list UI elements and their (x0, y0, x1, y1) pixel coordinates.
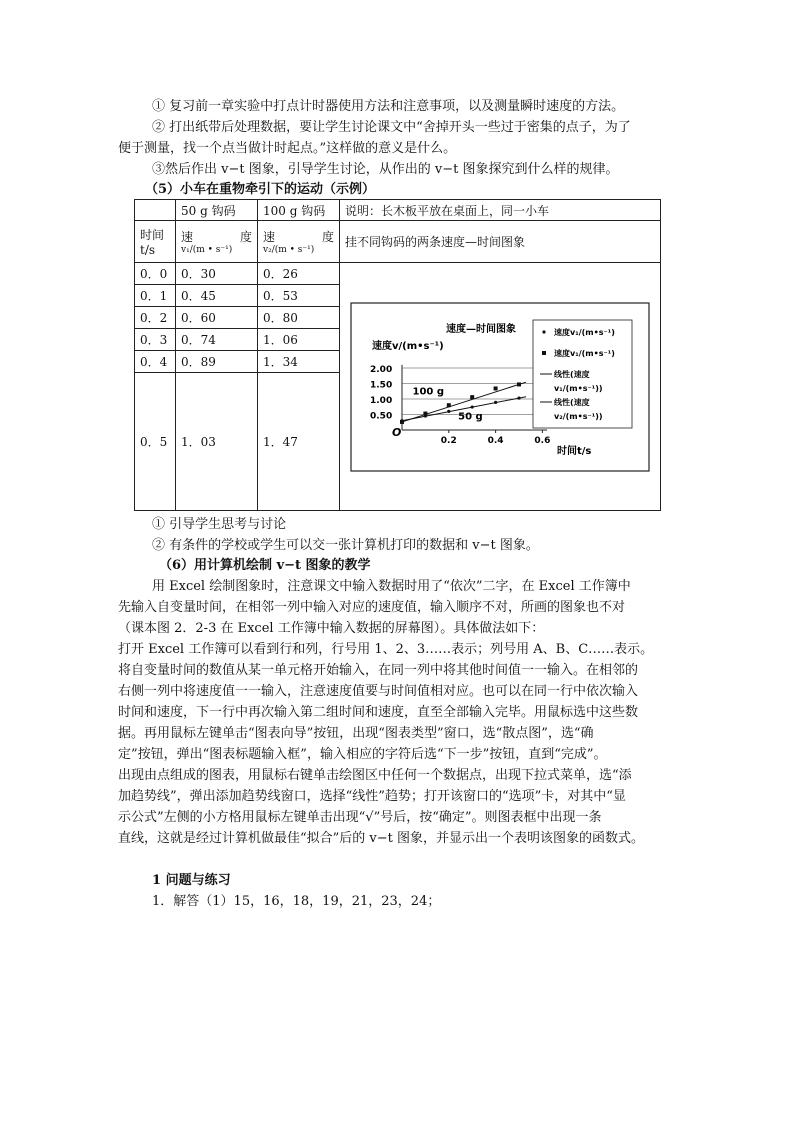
time-header-label: 时间 (140, 228, 165, 242)
intro-line-4: ③然后作出 v−t 图象，引导学生讨论，从作出的 v−t 图象探究到什么样的规律。 (152, 162, 619, 177)
table-row-v1: 0．30 (176, 263, 258, 285)
data-point-v2 (447, 403, 451, 407)
table-row-v2: 0．80 (258, 307, 340, 329)
data-point-v2 (517, 382, 521, 386)
table-row-v1: 0．45 (176, 285, 258, 307)
table-row-time: 0．1 (135, 285, 176, 307)
table-row-time: 0．3 (135, 329, 176, 351)
legend-label-trend-1b: v₁/(m•s⁻¹)) (554, 383, 603, 393)
data-point-v2 (470, 395, 474, 399)
table-row-v2: 0．26 (258, 263, 340, 285)
table-row-time: 0．0 (135, 263, 176, 285)
legend-label-trend-2a: 线性(速度 (554, 397, 590, 407)
v2-header-unit: v₂/(m • s⁻¹) (263, 245, 315, 255)
y-axis-label: 速度v/(m•s⁻¹) (372, 340, 444, 352)
table-head-100g: 100 g 钩码 (258, 200, 340, 221)
excel-paragraph-line-6: 右侧一列中将速度值一一输入，注意速度值要与时间值相对应。也可以在同一行中依次输入 (118, 684, 639, 699)
time-header (135, 221, 176, 263)
data-point-v2 (494, 386, 498, 390)
table-head-50g: 50 g 钩码 (176, 200, 258, 221)
intro-line-3: 便于测量，找一个点当做计时起点。”这样做的意义是什么。 (118, 141, 457, 156)
velocity-time-chart (350, 302, 650, 472)
excel-paragraph-line-11: 加趋势线”，弹出添加趋势线窗口，选择“线性”趋势；打开该窗口的“选项”卡，对其中“显 (118, 789, 626, 804)
legend-marker-v1 (542, 330, 545, 333)
legend-label-trend-2b: v₂/(m•s⁻¹)) (554, 411, 603, 421)
section-5-title: （5）小车在重物牵引下的运动（示例） (145, 182, 376, 197)
excel-paragraph-line-4: 打开 Excel 工作簿可以看到行和列，行号用 1、2、3……表示；列号用 A、B、C……表示。 (118, 642, 654, 657)
v1-header-char-1: 速 (181, 230, 194, 244)
table-row-v1: 1．03 (176, 373, 258, 511)
y-tick-label: 2.00 (370, 364, 393, 375)
chart-cell (340, 263, 661, 511)
table-row-time: 0．2 (135, 307, 176, 329)
excel-paragraph-line-13: 直线，这就是经过计算机做最佳“拟合”后的 v−t 图象，并显示出一个表明该图象的函数式。 (118, 831, 645, 846)
table-row-v1: 0．89 (176, 351, 258, 373)
excel-paragraph-line-9: 定”按钮，弹出“图表标题输入框”，输入相应的字符后选“下一步”按钮，直到“完成”。 (118, 747, 607, 762)
v1-header-unit: v₁/(m • s⁻¹) (181, 245, 233, 255)
origin-label: O (392, 425, 402, 439)
y-tick-label: 1.00 (370, 395, 393, 406)
table-row-time: 0．4 (135, 351, 176, 373)
excel-paragraph-line-12: 示公式”左侧的小方格用鼠标左键单击出现“√”号后，按“确定”。则图表框中出现一条 (118, 810, 602, 825)
exercise-section-title: 1 问题与练习 (152, 873, 231, 888)
chart-caption: 挂不同钩码的两条速度—时间图象 (340, 221, 661, 263)
v2-header-char-2: 度 (321, 230, 334, 244)
x-tick-label: 0.6 (534, 435, 551, 446)
table-row-v1: 0．60 (176, 307, 258, 329)
excel-paragraph-line-3: （课本图 2．2-3 在 Excel 工作簿中输入数据的屏幕图）。具体做法如下： (118, 621, 545, 636)
excel-paragraph-line-2: 先输入自变量时间，在相邻一列中输入对应的速度值，输入顺序不对，所画的图象也不对 (118, 600, 626, 615)
v1-header (176, 221, 258, 263)
chart-title: 速度—时间图象 (446, 323, 516, 335)
trendline-label-50g: 50 g (458, 411, 483, 423)
data-point-v2 (423, 411, 427, 415)
data-point-v1 (494, 400, 497, 403)
exercise-answer-line: 1．解答（1）15，16，18，19，21，23，24； (152, 894, 441, 909)
data-point-v1 (447, 409, 450, 412)
y-tick-label: 0.50 (370, 411, 393, 421)
table-head-note: 说明：长木板平放在桌面上，同一小车 (340, 200, 661, 221)
section-6-title: （6）用计算机绘制 v−t 图象的教学 (159, 558, 371, 573)
v2-header-char-1: 速 (263, 230, 276, 244)
excel-paragraph-line-7: 时间和速度，下一行中再次输入第二组时间和速度，直至全部输入完毕。用鼠标选中这些数 (118, 705, 639, 720)
time-header-unit: t/s (140, 243, 156, 257)
discussion-line-2: ② 有条件的学校或学生可以交一张计算机打印的数据和 v−t 图象。 (152, 538, 539, 553)
table-row-v2: 1．34 (258, 351, 340, 373)
x-axis-label: 时间t/s (557, 445, 592, 457)
table-row-v1: 0．74 (176, 329, 258, 351)
x-tick-label: 0.4 (487, 435, 504, 446)
discussion-line-1: ① 引导学生思考与讨论 (152, 517, 287, 532)
legend-label-v1: 速度v₁/(m•s⁻¹) (554, 327, 615, 337)
table-row-v2: 0．53 (258, 285, 340, 307)
intro-line-1: ① 复习前一章实验中打点计时器使用方法和注意事项，以及测量瞬时速度的方法。 (152, 99, 625, 114)
data-point-v1 (517, 396, 520, 399)
excel-paragraph-line-8: 据。再用鼠标左键单击“图表向导”按钮，出现“图表类型”窗口，选“散点图”，选“确 (118, 726, 594, 741)
data-point-v2 (400, 419, 404, 423)
legend-label-v2: 速度v₁/(m•s⁻¹) (554, 348, 615, 358)
table-head-empty (135, 200, 176, 221)
intro-line-2: ② 打出纸带后处理数据，要让学生讨论课文中“舍掉开头一些过于密集的点子，为了 (152, 120, 631, 135)
trendline-label-100g: 100 g (412, 385, 445, 397)
v2-header (258, 221, 340, 263)
x-tick-label: 0.2 (440, 435, 457, 446)
excel-paragraph-line-1: 用 Excel 绘制图象时，注意课文中输入数据时用了“依次”二字，在 Excel 工作簿中 (152, 579, 631, 594)
excel-paragraph-line-5: 将自变量时间的数值从某一单元格开始输入，在同一列中将其他时间值一一输入。在相邻的 (118, 663, 639, 678)
legend-label-trend-1a: 线性(速度 (554, 369, 590, 379)
table-row-v2: 1．47 (258, 373, 340, 511)
y-tick-label: 1.50 (370, 380, 393, 390)
table-row-time: 0．5 (135, 373, 176, 511)
legend-marker-v2 (542, 351, 546, 355)
v1-header-char-2: 度 (239, 230, 252, 244)
data-point-v1 (471, 405, 474, 408)
table-row-v2: 1．06 (258, 329, 340, 351)
speed-data-table (134, 199, 661, 511)
excel-paragraph-line-10: 出现由点组成的图表，用鼠标右键单击绘图区中任何一个数据点，出现下拉式菜单，选“添 (118, 768, 632, 783)
